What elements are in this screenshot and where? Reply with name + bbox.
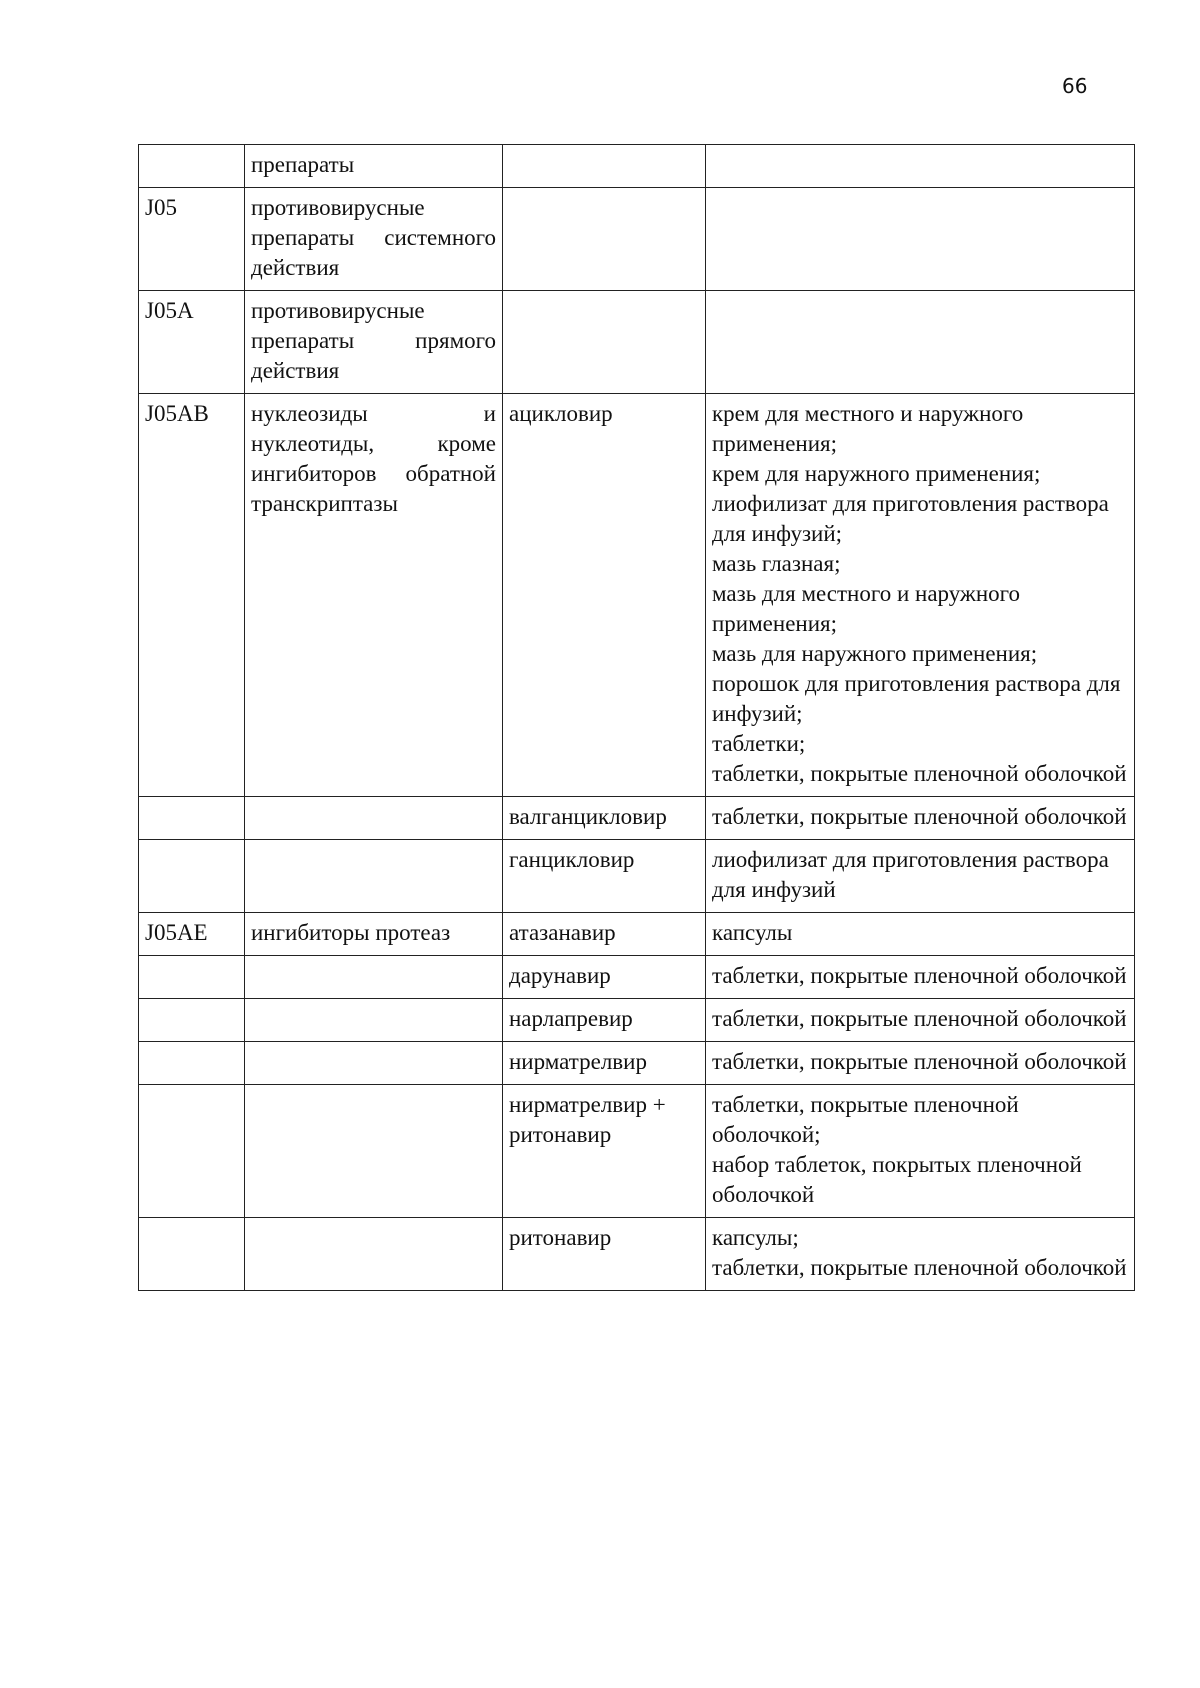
dosage-form: крем для наружного применения;: [712, 461, 1041, 486]
dosage-form: мазь глазная;: [712, 551, 841, 576]
group-cell: [245, 956, 503, 999]
dosage-form: лиофилизат для приготовления раствора для инфузий: [712, 847, 1109, 902]
table-row: [139, 291, 1135, 394]
table-row: [139, 999, 1135, 1042]
dosage-form: порошок для приготовления раствора для инфузий;: [712, 671, 1121, 726]
dosage-form: мазь для местного и наружного применения;: [712, 581, 1020, 636]
dosage-form: таблетки, покрытые пленочной оболочкой: [712, 1006, 1127, 1031]
table-row: [139, 1085, 1135, 1218]
form-cell: [706, 145, 1135, 188]
form-cell: [706, 840, 1135, 913]
atc-code-cell: [139, 797, 245, 840]
dosage-form: таблетки, покрытые пленочной оболочкой;: [712, 1092, 1019, 1147]
group-cell: противовирусные препараты системного действия: [245, 188, 503, 291]
table-row: [139, 956, 1135, 999]
dosage-form: капсулы;: [712, 1225, 799, 1250]
table-row: [139, 1218, 1135, 1291]
atc-code-cell: J05AB: [139, 394, 245, 797]
form-cell: [706, 999, 1135, 1042]
dosage-form: таблетки;: [712, 731, 806, 756]
table-row: [139, 145, 1135, 188]
form-cell: [706, 956, 1135, 999]
atc-code-cell: [139, 1085, 245, 1218]
group-cell: [245, 1218, 503, 1291]
atc-code-cell: J05A: [139, 291, 245, 394]
group-cell: [245, 999, 503, 1042]
drug-cell: атазанавир: [503, 913, 706, 956]
table-row: [139, 188, 1135, 291]
form-cell: [706, 394, 1135, 797]
dosage-form: лиофилизат для приготовления раствора для инфузий;: [712, 491, 1109, 546]
drug-cell: ацикловир: [503, 394, 706, 797]
dosage-form: капсулы: [712, 920, 793, 945]
drug-cell: дарунавир: [503, 956, 706, 999]
dosage-form: таблетки, покрытые пленочной оболочкой: [712, 804, 1127, 829]
group-cell: [245, 797, 503, 840]
dosage-form: таблетки, покрытые пленочной оболочкой: [712, 1255, 1127, 1280]
atc-code-cell: [139, 1218, 245, 1291]
group-cell: [245, 1085, 503, 1218]
dosage-form: мазь для наружного применения;: [712, 641, 1038, 666]
form-cell: [706, 188, 1135, 291]
drug-cell: нарлапревир: [503, 999, 706, 1042]
drug-cell: ганцикловир: [503, 840, 706, 913]
atc-code-cell: J05AE: [139, 913, 245, 956]
drug-cell: нирматрелвир + ритонавир: [503, 1085, 706, 1218]
table-row: [139, 1042, 1135, 1085]
form-cell: [706, 1218, 1135, 1291]
atc-code-cell: [139, 956, 245, 999]
table-row: [139, 840, 1135, 913]
atc-code-cell: [139, 1042, 245, 1085]
form-cell: [706, 291, 1135, 394]
drug-cell: валганцикловир: [503, 797, 706, 840]
table-row: [139, 394, 1135, 797]
atc-code-cell: [139, 145, 245, 188]
drug-cell: [503, 291, 706, 394]
atc-code-cell: [139, 840, 245, 913]
table-row: [139, 797, 1135, 840]
dosage-form: крем для местного и наружного применения;: [712, 401, 1024, 456]
group-cell: ингибиторы протеаз: [245, 913, 503, 956]
drug-cell: ритонавир: [503, 1218, 706, 1291]
form-cell: [706, 797, 1135, 840]
dosage-form: таблетки, покрытые пленочной оболочкой: [712, 761, 1127, 786]
group-cell: нуклеозиды и нуклеотиды, кроме ингибиторов обратной транскриптазы: [245, 394, 503, 797]
drug-cell: [503, 145, 706, 188]
drug-cell: [503, 188, 706, 291]
form-cell: [706, 1042, 1135, 1085]
form-cell: [706, 1085, 1135, 1218]
table-row: [139, 913, 1135, 956]
drug-table: [138, 144, 1135, 1291]
dosage-form: таблетки, покрытые пленочной оболочкой: [712, 963, 1127, 988]
dosage-form: набор таблеток, покрытых пленочной оболочкой: [712, 1152, 1082, 1207]
dosage-form: таблетки, покрытые пленочной оболочкой: [712, 1049, 1127, 1074]
group-cell: [245, 1042, 503, 1085]
page-number: 66: [1062, 74, 1088, 98]
form-cell: [706, 913, 1135, 956]
atc-code-cell: J05: [139, 188, 245, 291]
group-cell: [245, 840, 503, 913]
group-cell: противовирусные препараты прямого действия: [245, 291, 503, 394]
group-cell: препараты: [245, 145, 503, 188]
atc-code-cell: [139, 999, 245, 1042]
drug-cell: нирматрелвир: [503, 1042, 706, 1085]
